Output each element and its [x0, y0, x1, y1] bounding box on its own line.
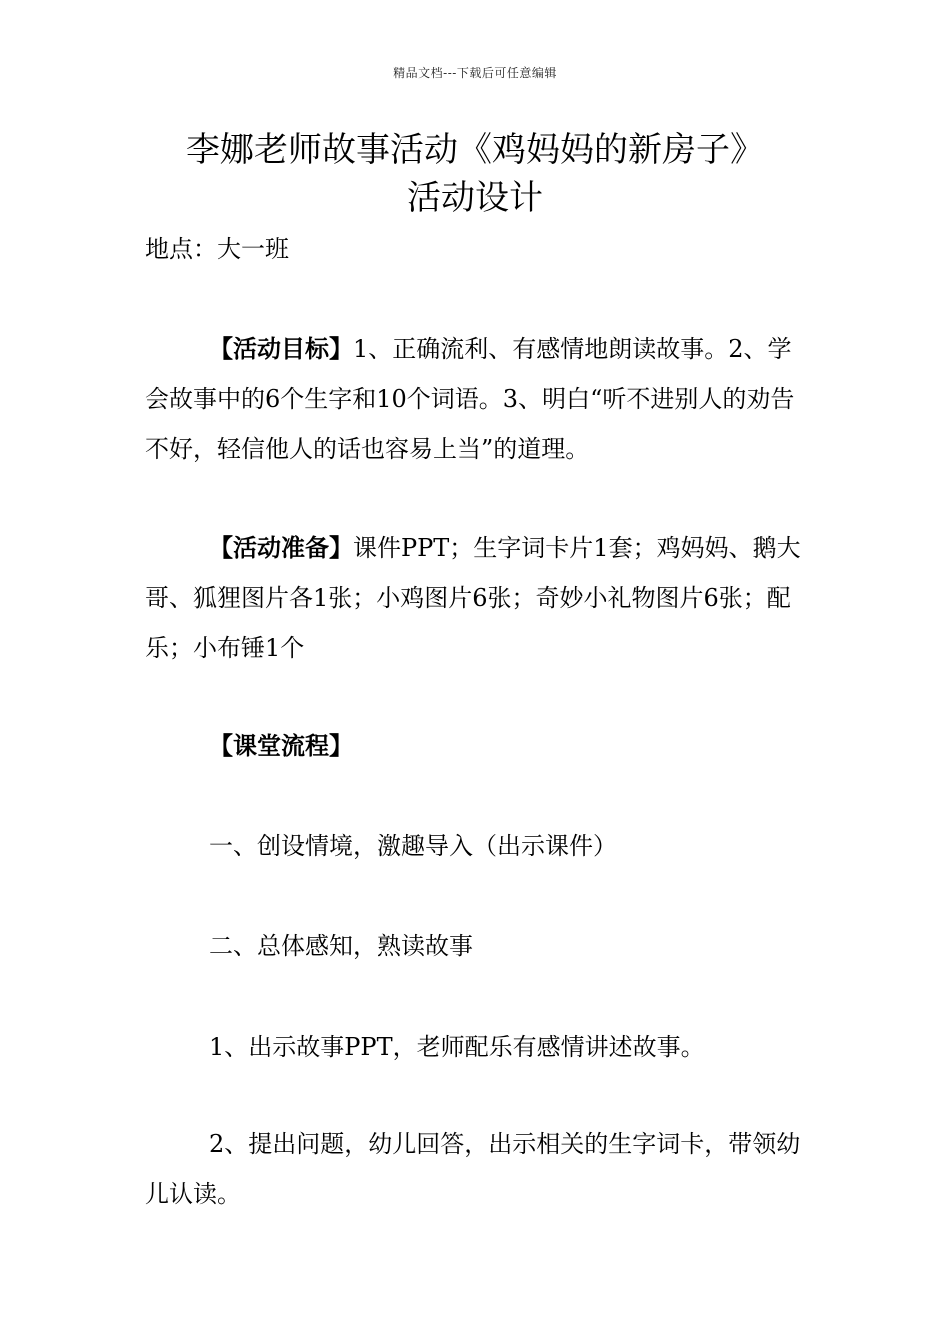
header-note: 精品文档---下载后可任意编辑: [393, 66, 557, 80]
goals-paragraph: [145, 324, 810, 474]
step-2: 二、总体感知，熟读故事: [209, 932, 473, 960]
location-line: 地点：大一班: [145, 235, 289, 263]
title-line-2: 活动设计: [407, 178, 543, 218]
document-title: [110, 126, 840, 222]
step-2-2: 2、提出问题，幼儿回答，出示相关的生字词卡，带领幼儿认读。: [145, 1130, 801, 1208]
goals-text: 1、正确流利、有感情地朗读故事。2、学会故事中的6个生字和10个词语。3、明白“听不进别人的劝告不好，轻信他人的话也容易上当”的道理。: [145, 335, 795, 463]
prep-text: 课件PPT；生字词卡片1套；鸡妈妈、鹅大哥、狐狸图片各1张；小鸡图片6张；奇妙小礼物图片6张；配乐；小布锤1个: [145, 534, 801, 662]
step-1: 一、创设情境，激趣导入（出示课件）: [209, 832, 617, 860]
process-heading: [145, 721, 810, 771]
title-line-1: 李娜老师故事活动《鸡妈妈的新房子》: [186, 130, 764, 170]
prep-heading: 【活动准备】: [209, 533, 353, 562]
process-heading-text: 【课堂流程】: [209, 731, 353, 760]
prep-paragraph: [145, 523, 810, 673]
step-2-1: 1、出示故事PPT，老师配乐有感情讲述故事。: [209, 1033, 705, 1061]
goals-heading: 【活动目标】: [209, 334, 353, 363]
